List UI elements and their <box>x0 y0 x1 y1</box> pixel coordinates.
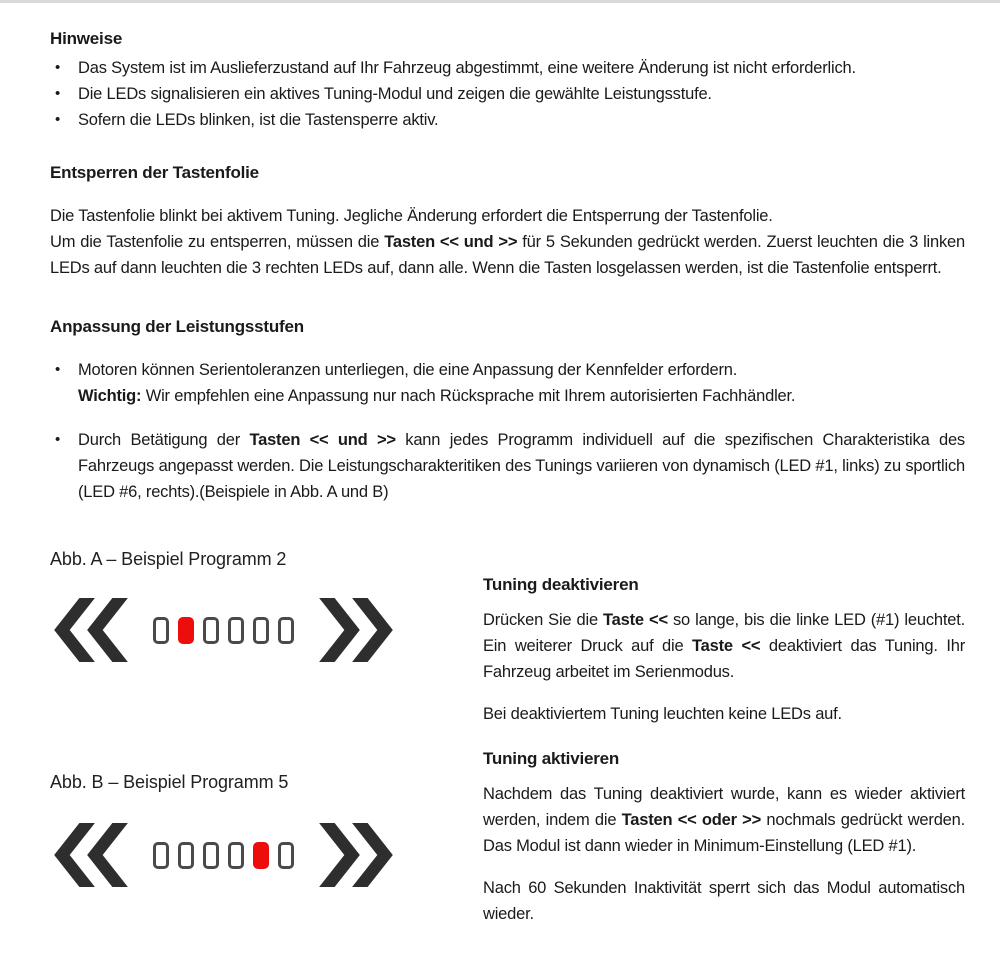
figures-column <box>50 531 483 927</box>
bullet-text: Die LEDs signalisieren ein aktives Tuning-Modul und zeigen die gewählte Leistungsstufe. <box>78 85 712 103</box>
instructions-column <box>483 531 965 927</box>
entsperren-heading: Entsperren der Tastenfolie <box>50 163 259 182</box>
paragraph: Drücken Sie die Taste << so lange, bis die linke LED (#1) leuchtet. Ein weiterer Druck auf die Taste << deaktiviert das Tuning. Ihr Fahrzeug arbeitet im Serienmodus. <box>483 611 965 681</box>
figure-b-caption: Abb. B – Beispiel Programm 5 <box>50 772 289 792</box>
led-off-indicator <box>278 617 294 644</box>
paragraph: Die Tastenfolie blinkt bei aktivem Tuning. Jegliche Änderung erfordert die Entsperrung der Tastenfolie. <box>50 207 773 225</box>
led-off-indicator <box>153 842 169 869</box>
anpassung-list <box>50 357 965 505</box>
bullet-line: • Motoren können Serientoleranzen unterliegen, die eine Anpassung der Kennfelder erfordern. <box>78 361 738 379</box>
double-chevron-left-icon <box>54 598 130 662</box>
bullet-text: Sofern die LEDs blinken, ist die Tastensperre aktiv. <box>78 111 439 129</box>
figure-a-caption: Abb. A – Beispiel Programm 2 <box>50 549 287 569</box>
led-off-indicator <box>203 617 219 644</box>
paragraph: Um die Tastenfolie zu entsperren, müssen die Tasten << und >> für 5 Sekunden gedrückt werden. Zuerst leuchten die 3 linken LEDs auf dann leuchten die 3 rechten LEDs auf, dann alle. Wenn die Tasten losgelassen werden, ist die Tastenfolie entsperrt. <box>50 233 966 277</box>
figure-a <box>54 598 483 662</box>
hinweise-heading: Hinweise <box>50 29 123 48</box>
led-off-indicator <box>228 617 244 644</box>
entsperren-paragraphs <box>50 203 965 281</box>
led-off-indicator <box>178 842 194 869</box>
paragraph: Nach 60 Sekunden Inaktivität sperrt sich das Modul automatisch wieder. <box>483 879 965 923</box>
anpassung-heading: Anpassung der Leistungsstufen <box>50 317 304 336</box>
section-anpassung <box>50 317 965 505</box>
list-item <box>50 81 965 107</box>
tuning-deaktivieren-heading: Tuning deaktivieren <box>483 575 639 594</box>
led-off-indicator <box>153 617 169 644</box>
led-on-indicator <box>178 617 194 644</box>
led-off-indicator <box>203 842 219 869</box>
double-chevron-right-icon <box>317 823 393 887</box>
section-hinweise <box>50 29 965 133</box>
bullet-line: • Durch Betätigung der Tasten << und >> kann jedes Programm individuell auf die spezifischen Charakteristika des Fahrzeugs angepasst werden. Die Leistungscharakteritiken des Tunings variieren von dynamisch (LED #1, links) zu sportlich (LED #6, rechts).(Beispiele in Abb. A und B) <box>78 431 965 501</box>
led-off-indicator <box>228 842 244 869</box>
double-chevron-left-icon <box>54 823 130 887</box>
list-item <box>50 357 965 409</box>
double-chevron-right-icon <box>317 598 393 662</box>
paragraph: Bei deaktiviertem Tuning leuchten keine LEDs auf. <box>483 705 842 723</box>
figures-and-instructions <box>50 531 965 927</box>
hinweise-list <box>50 55 965 133</box>
led-off-indicator <box>253 617 269 644</box>
tuning-aktivieren-heading: Tuning aktivieren <box>483 749 620 768</box>
bullet-text: Das System ist im Auslieferzustand auf Ihr Fahrzeug abgestimmt, eine weitere Änderung ist nicht erforderlich. <box>78 59 856 77</box>
led-strip <box>153 842 294 869</box>
figure-b <box>54 823 483 887</box>
section-entsperren <box>50 163 965 281</box>
bullet-line: Wichtig: Wir empfehlen eine Anpassung nur nach Rücksprache mit Ihrem autorisierten Fachhändler. <box>78 387 796 405</box>
led-strip <box>153 617 294 644</box>
paragraph: Nachdem das Tuning deaktiviert wurde, kann es wieder aktiviert werden, indem die Tasten << oder >> nochmals gedrückt werden. Das Modul ist dann wieder in Minimum-Einstellung (LED #1). <box>483 785 966 855</box>
led-off-indicator <box>278 842 294 869</box>
led-on-indicator <box>253 842 269 869</box>
list-item <box>50 427 965 505</box>
list-item <box>50 55 965 81</box>
list-item <box>50 107 965 133</box>
